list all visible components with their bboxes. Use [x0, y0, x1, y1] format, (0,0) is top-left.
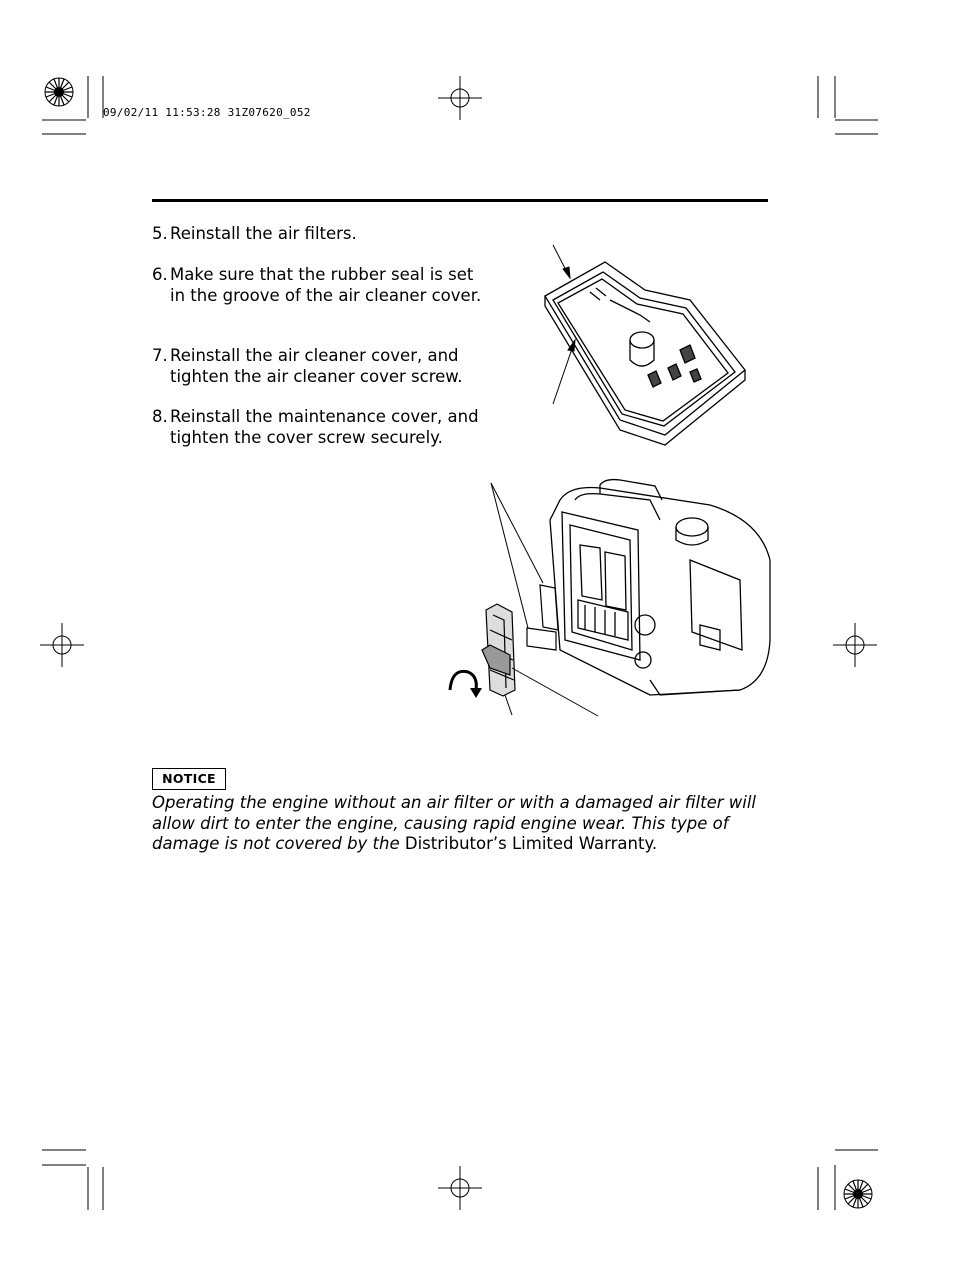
step-text: Reinstall the air cleaner cover, and tighten the air cleaner cover screw. — [170, 346, 463, 386]
notice-text-regular: Distributor’s Limited Warranty. — [404, 834, 658, 853]
step-text: Make sure that the rubber seal is set in the groove of the air cleaner cover. — [170, 265, 482, 305]
step-number: 8. — [152, 407, 168, 426]
step-number: 5. — [152, 224, 168, 243]
notice-text-italic: Operating the engine without an air filter or with a damaged air filter will allow dirt to enter the engine, causing rapid engine wear. This type of damage is not covered by the — [152, 793, 756, 853]
notice-text — [152, 793, 782, 855]
step-text: Reinstall the air filters. — [170, 224, 357, 243]
step-8 — [152, 407, 492, 448]
header-rule — [152, 199, 768, 202]
step-5 — [152, 224, 492, 245]
generator-illustration — [550, 480, 770, 695]
rotate-arrow-icon — [450, 671, 476, 690]
step-text: Reinstall the maintenance cover, and tighten the cover screw securely. — [170, 407, 479, 447]
air-cleaner-cover-illustration — [545, 262, 745, 445]
step-6 — [152, 265, 492, 306]
print-stamp: 09/02/11 11:53:28 31Z07620_052 — [103, 106, 311, 119]
step-number: 7. — [152, 346, 168, 365]
registration-target-bottom-right — [844, 1180, 872, 1208]
step-7 — [152, 346, 492, 387]
registration-target-top-left — [45, 78, 73, 106]
air-filters — [482, 585, 558, 696]
notice-badge: NOTICE — [152, 768, 226, 790]
step-number: 6. — [152, 265, 168, 284]
